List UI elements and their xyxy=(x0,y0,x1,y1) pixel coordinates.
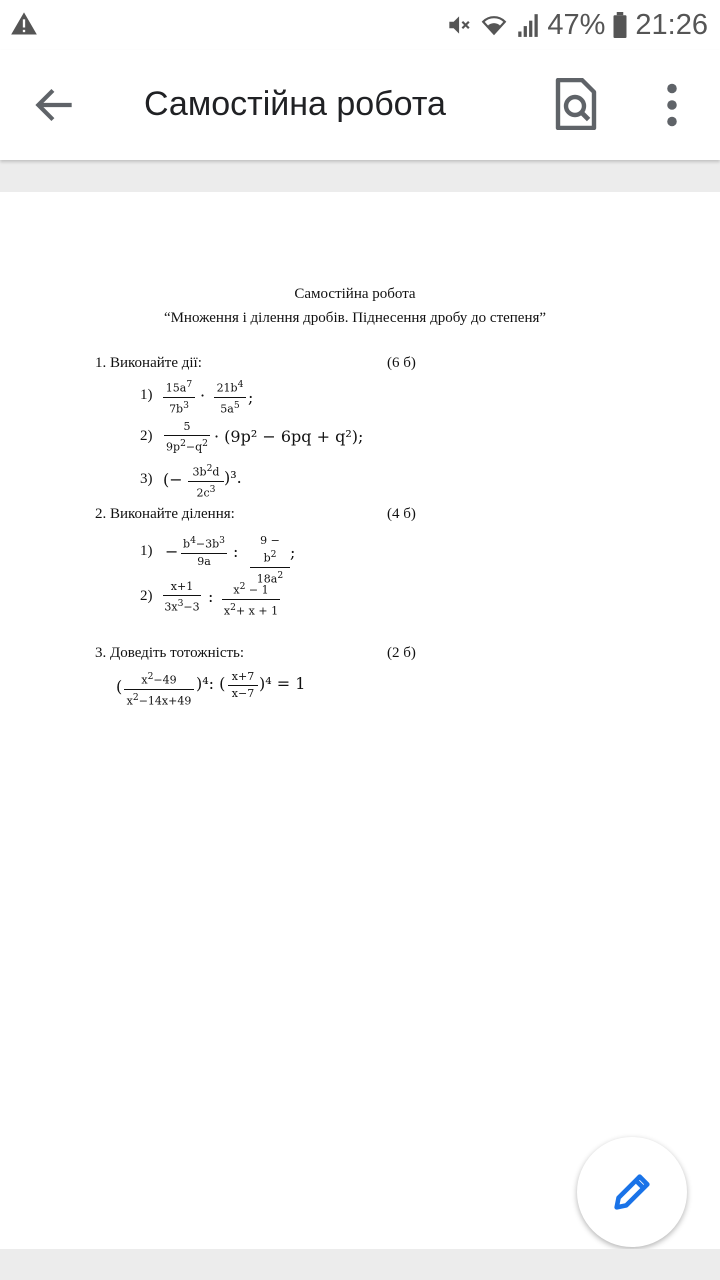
math-expression: )³. xyxy=(224,468,242,487)
bottom-bar xyxy=(0,1249,720,1280)
status-bar xyxy=(0,0,720,50)
fraction: $15a^7$ $7b^3$ xyxy=(163,378,195,416)
math-operator: · xyxy=(200,386,206,405)
fraction: $9 - b^2$ $18a^2$ xyxy=(250,534,290,586)
find-in-document-icon[interactable] xyxy=(552,78,600,130)
math-operator: : xyxy=(208,587,214,606)
fraction: $x^2 - 1$ $x^2+ x + 1$ xyxy=(223,581,279,618)
clock: 21:26 xyxy=(635,8,708,41)
signal-icon xyxy=(517,12,539,38)
task-1-item-1-number: 1) xyxy=(140,387,153,403)
fraction: 5 $9p^2-q^2$ xyxy=(164,420,210,455)
battery-icon xyxy=(613,12,627,38)
task-2-item-1-number: 1) xyxy=(140,543,153,559)
more-options-icon[interactable] xyxy=(650,80,694,130)
fraction: x+7 x−7 xyxy=(228,670,258,701)
math-operator: : xyxy=(233,542,239,561)
fraction: $b^4-3b^3$ 9a xyxy=(181,534,227,569)
task-1-item-2-number: 2) xyxy=(140,428,153,444)
math-operator: − xyxy=(165,542,179,561)
fraction: $x^2-49$ $x^2-14x+49$ xyxy=(124,670,194,708)
math-operator: ; xyxy=(248,388,254,407)
task-1-label: 1. Виконайте дії: xyxy=(95,355,202,371)
battery-percent: 47% xyxy=(547,8,606,41)
document-page xyxy=(0,192,720,1249)
page-title: Самостійна робота xyxy=(144,85,446,123)
math-operator: ; xyxy=(290,543,296,562)
math-expression: (− xyxy=(163,470,183,489)
back-arrow-icon[interactable] xyxy=(30,80,80,130)
math-expression: )⁴ = 1 xyxy=(259,674,306,693)
math-expression: · (9p² − 6pq + q²); xyxy=(214,427,364,446)
task-2-label: 2. Виконайте ділення: xyxy=(95,506,235,522)
edit-fab-button[interactable] xyxy=(577,1137,687,1247)
task-1-points: (6 б) xyxy=(387,355,416,371)
pencil-icon xyxy=(609,1169,655,1215)
app-bar xyxy=(0,50,720,160)
fraction: x+1 $3x^3-3$ xyxy=(164,580,200,614)
math-expression: ( xyxy=(116,677,123,696)
task-2-item-2-number: 2) xyxy=(140,588,153,604)
task-1-item-3-number: 3) xyxy=(140,471,153,487)
task-3-points: (2 б) xyxy=(387,645,416,661)
fraction: $3b^2d$ $2c^3$ xyxy=(188,462,224,500)
wifi-icon xyxy=(479,12,509,38)
fraction: $21b^4$ $5a^5$ xyxy=(214,378,246,416)
document-subtitle: “Множення і ділення дробів. Піднесення дробу до степеня” xyxy=(163,310,547,326)
document-title: Самостійна робота xyxy=(294,286,416,302)
warning-icon xyxy=(10,10,38,38)
mute-icon xyxy=(445,12,471,38)
task-3-label: 3. Доведіть тотожність: xyxy=(95,645,245,661)
math-expression: )⁴: ( xyxy=(196,674,226,693)
task-2-points: (4 б) xyxy=(387,506,416,522)
